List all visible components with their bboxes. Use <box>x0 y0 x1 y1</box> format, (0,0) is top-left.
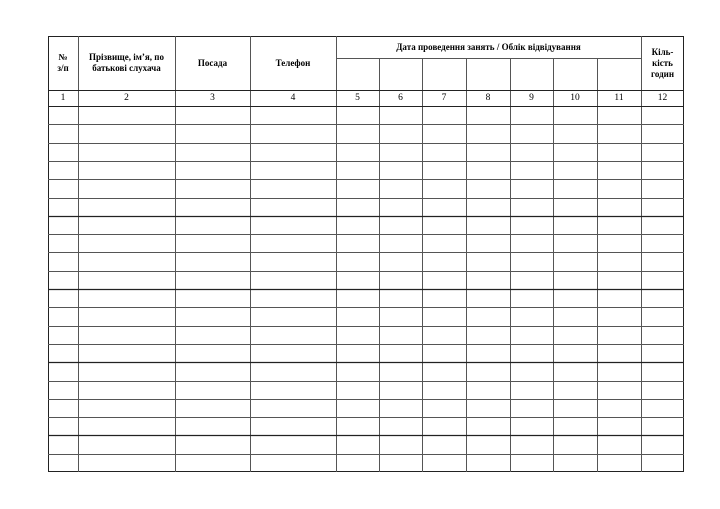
table-cell <box>336 435 379 453</box>
table-cell <box>48 399 78 417</box>
table-cell <box>553 307 597 325</box>
table-cell <box>553 106 597 124</box>
column-number: 12 <box>657 92 668 103</box>
table-cell <box>510 161 553 179</box>
table-cell <box>379 362 422 380</box>
table-cell <box>175 454 250 472</box>
table-cell <box>553 362 597 380</box>
table-cell <box>175 234 250 252</box>
table-cell <box>250 307 336 325</box>
table-cell <box>510 271 553 289</box>
table-cell <box>175 399 250 417</box>
table-cell <box>48 161 78 179</box>
table-cell <box>175 216 250 234</box>
table-cell <box>553 198 597 216</box>
table-cell <box>250 271 336 289</box>
table-cell <box>48 362 78 380</box>
table-cell <box>466 161 510 179</box>
table-cell <box>48 179 78 197</box>
table-cell <box>78 435 175 453</box>
table-cell <box>466 271 510 289</box>
table-cell <box>250 161 336 179</box>
table-cell <box>466 307 510 325</box>
table-cell <box>466 124 510 142</box>
table-cell <box>510 362 553 380</box>
table-cell <box>510 326 553 344</box>
table-cell <box>379 124 422 142</box>
table-cell <box>553 179 597 197</box>
table-cell <box>78 161 175 179</box>
column-number: 11 <box>614 92 624 103</box>
table-cell <box>597 454 641 472</box>
table-cell <box>379 198 422 216</box>
table-cell <box>510 198 553 216</box>
table-cell <box>336 381 379 399</box>
table-cell <box>78 417 175 435</box>
table-cell <box>78 326 175 344</box>
table-cell <box>641 326 684 344</box>
table-cell <box>78 289 175 307</box>
table-cell <box>78 271 175 289</box>
table-cell <box>175 271 250 289</box>
table-cell <box>641 124 684 142</box>
table-cell <box>422 326 466 344</box>
table-cell <box>379 399 422 417</box>
header-full-name-label: Прізвище, ім’я, по батькові слухача <box>89 52 164 73</box>
table-cell <box>175 344 250 362</box>
table-cell <box>78 307 175 325</box>
table-cell <box>250 381 336 399</box>
table-cell <box>175 143 250 161</box>
table-cell <box>641 289 684 307</box>
table-cell <box>48 381 78 399</box>
table-cell <box>641 161 684 179</box>
table-cell <box>175 252 250 270</box>
table-cell <box>175 161 250 179</box>
table-cell <box>175 179 250 197</box>
table-cell <box>422 198 466 216</box>
table-cell <box>641 399 684 417</box>
table-cell <box>48 124 78 142</box>
table-cell <box>379 289 422 307</box>
table-cell <box>553 161 597 179</box>
table-cell <box>250 344 336 362</box>
table-cell <box>250 326 336 344</box>
table-cell <box>175 124 250 142</box>
table-cell <box>641 417 684 435</box>
table-cell <box>597 198 641 216</box>
table-cell <box>510 307 553 325</box>
table-cell <box>250 435 336 453</box>
table-cell <box>597 124 641 142</box>
table-cell <box>78 381 175 399</box>
table-cell <box>379 143 422 161</box>
table-cell <box>379 179 422 197</box>
table-cell <box>510 381 553 399</box>
table-cell <box>422 399 466 417</box>
table-cell <box>48 234 78 252</box>
table-cell <box>379 307 422 325</box>
table-cell <box>510 216 553 234</box>
table-cell <box>48 252 78 270</box>
table-cell <box>336 307 379 325</box>
table-cell <box>510 252 553 270</box>
table-cell <box>336 417 379 435</box>
table-cell <box>175 198 250 216</box>
header-position <box>175 36 250 90</box>
table-cell <box>597 381 641 399</box>
table-cell <box>336 454 379 472</box>
table-cell <box>466 326 510 344</box>
table-cell <box>553 435 597 453</box>
header-dates <box>336 36 641 58</box>
table-cell <box>597 289 641 307</box>
table-cell <box>175 417 250 435</box>
column-number: 2 <box>124 92 129 103</box>
table-cell <box>466 234 510 252</box>
table-cell <box>336 326 379 344</box>
table-cell <box>510 289 553 307</box>
table-cell <box>250 234 336 252</box>
table-cell <box>466 106 510 124</box>
table-cell <box>510 124 553 142</box>
table-cell <box>78 179 175 197</box>
table-cell <box>641 106 684 124</box>
table-cell <box>422 362 466 380</box>
table-cell <box>78 234 175 252</box>
table-cell <box>336 124 379 142</box>
table-cell <box>379 234 422 252</box>
table-cell <box>641 435 684 453</box>
table-cell <box>597 252 641 270</box>
table-cell <box>553 124 597 142</box>
table-cell <box>48 289 78 307</box>
table-cell <box>597 234 641 252</box>
table-cell <box>553 454 597 472</box>
table-cell <box>48 143 78 161</box>
table-cell <box>422 161 466 179</box>
table-cell <box>641 143 684 161</box>
table-cell <box>510 417 553 435</box>
table-cell <box>466 179 510 197</box>
table-cell <box>466 143 510 161</box>
table-cell <box>597 216 641 234</box>
table-cell <box>597 179 641 197</box>
table-cell <box>553 344 597 362</box>
table-cell <box>175 289 250 307</box>
table-cell <box>466 454 510 472</box>
table-cell <box>336 143 379 161</box>
table-cell <box>48 344 78 362</box>
table-cell <box>78 106 175 124</box>
table-cell <box>78 362 175 380</box>
table-cell <box>336 234 379 252</box>
table-cell <box>510 143 553 161</box>
table-cell <box>510 234 553 252</box>
table-cell <box>466 399 510 417</box>
table-cell <box>250 124 336 142</box>
table-cell <box>175 307 250 325</box>
table-cell <box>597 143 641 161</box>
table-cell <box>379 326 422 344</box>
header-phone-label: Телефон <box>275 57 311 68</box>
table-cell <box>510 179 553 197</box>
table-cell <box>379 161 422 179</box>
table-cell <box>641 381 684 399</box>
table-cell <box>250 454 336 472</box>
table-cell <box>78 216 175 234</box>
table-cell <box>336 179 379 197</box>
table-cell <box>336 271 379 289</box>
table-cell <box>379 106 422 124</box>
header-number-label: № з/п <box>57 52 69 73</box>
table-cell <box>553 399 597 417</box>
table-cell <box>641 179 684 197</box>
header-position-label: Посада <box>197 57 228 68</box>
table-cell <box>379 381 422 399</box>
table-cell <box>510 106 553 124</box>
table-cell <box>250 198 336 216</box>
header-phone <box>250 36 336 90</box>
table-cell <box>553 252 597 270</box>
table-cell <box>597 326 641 344</box>
table-cell <box>466 289 510 307</box>
table-cell <box>336 216 379 234</box>
table-cell <box>48 435 78 453</box>
table-cell <box>78 454 175 472</box>
table-cell <box>250 289 336 307</box>
table-cell <box>422 289 466 307</box>
column-number: 3 <box>210 92 215 103</box>
column-number: 9 <box>529 92 534 103</box>
table-cell <box>597 161 641 179</box>
table-cell <box>641 234 684 252</box>
table-cell <box>422 106 466 124</box>
table-cell <box>641 252 684 270</box>
header-full-name <box>78 36 175 90</box>
table-cell <box>641 362 684 380</box>
table-cell <box>510 435 553 453</box>
table-cell <box>597 362 641 380</box>
table-cell <box>250 106 336 124</box>
table-cell <box>250 399 336 417</box>
header-number <box>48 36 78 90</box>
table-cell <box>597 417 641 435</box>
table-cell <box>553 289 597 307</box>
table-cell <box>553 143 597 161</box>
table-cell <box>510 344 553 362</box>
table-cell <box>379 271 422 289</box>
table-cell <box>336 399 379 417</box>
table-cell <box>78 143 175 161</box>
column-number: 4 <box>290 92 296 103</box>
table-cell <box>466 344 510 362</box>
table-cell <box>48 326 78 344</box>
table-cell <box>175 435 250 453</box>
table-cell <box>641 454 684 472</box>
table-cell <box>336 106 379 124</box>
table-cell <box>422 344 466 362</box>
column-number: 1 <box>60 92 66 103</box>
table-cell <box>597 106 641 124</box>
table-cell <box>336 344 379 362</box>
table-cell <box>466 216 510 234</box>
table-cell <box>379 216 422 234</box>
header-hours-label: Кіль-кість годин <box>650 46 675 79</box>
table-cell <box>553 381 597 399</box>
table-cell <box>597 399 641 417</box>
column-number: 10 <box>570 92 580 103</box>
table-cell <box>641 216 684 234</box>
table-cell <box>250 216 336 234</box>
table-cell <box>250 179 336 197</box>
table-cell <box>553 216 597 234</box>
table-cell <box>422 216 466 234</box>
table-cell <box>48 198 78 216</box>
table-cell <box>422 179 466 197</box>
table-cell <box>48 454 78 472</box>
table-cell <box>250 362 336 380</box>
table-cell <box>250 252 336 270</box>
table-cell <box>553 417 597 435</box>
table-cell <box>466 435 510 453</box>
table-cell <box>466 362 510 380</box>
table-cell <box>597 271 641 289</box>
table-cell <box>422 454 466 472</box>
table-cell <box>422 234 466 252</box>
column-number: 8 <box>485 92 491 103</box>
table-cell <box>78 344 175 362</box>
table-cell <box>422 435 466 453</box>
table-cell <box>553 271 597 289</box>
table-cell <box>466 198 510 216</box>
attendance-table <box>48 36 684 472</box>
table-cell <box>553 234 597 252</box>
table-cell <box>250 417 336 435</box>
table-cell <box>597 307 641 325</box>
column-number: 5 <box>355 92 360 103</box>
table-cell <box>510 399 553 417</box>
table-cell <box>336 362 379 380</box>
table-cell <box>78 252 175 270</box>
table-cell <box>553 326 597 344</box>
table-cell <box>466 417 510 435</box>
table-cell <box>78 399 175 417</box>
table-cell <box>48 216 78 234</box>
table-cell <box>422 271 466 289</box>
table-cell <box>379 454 422 472</box>
table-cell <box>175 326 250 344</box>
table-cell <box>422 417 466 435</box>
table-cell <box>336 252 379 270</box>
column-number: 6 <box>398 92 403 103</box>
table-cell <box>336 161 379 179</box>
table-cell <box>379 344 422 362</box>
table-cell <box>175 106 250 124</box>
table-cell <box>597 435 641 453</box>
table-cell <box>422 252 466 270</box>
table-cell <box>78 198 175 216</box>
table-cell <box>379 435 422 453</box>
table-cell <box>597 344 641 362</box>
table-cell <box>422 124 466 142</box>
table-cell <box>78 124 175 142</box>
header-dates-label: Дата проведення занять / Облік відвідування <box>396 41 581 52</box>
table-cell <box>48 417 78 435</box>
column-number: 7 <box>441 92 447 103</box>
table-cell <box>48 106 78 124</box>
table-cell <box>422 381 466 399</box>
table-cell <box>641 271 684 289</box>
table-cell <box>48 307 78 325</box>
table-cell <box>466 252 510 270</box>
table-cell <box>48 271 78 289</box>
table-cell <box>336 198 379 216</box>
table-cell <box>379 252 422 270</box>
table-cell <box>641 344 684 362</box>
table-cell <box>379 417 422 435</box>
table-cell <box>641 307 684 325</box>
table-cell <box>510 454 553 472</box>
table-cell <box>175 381 250 399</box>
table-cell <box>336 289 379 307</box>
table-cell <box>422 307 466 325</box>
table-cell <box>422 143 466 161</box>
header-hours <box>641 36 684 90</box>
table-cell <box>175 362 250 380</box>
table-cell <box>466 381 510 399</box>
table-cell <box>250 143 336 161</box>
table-cell <box>641 198 684 216</box>
